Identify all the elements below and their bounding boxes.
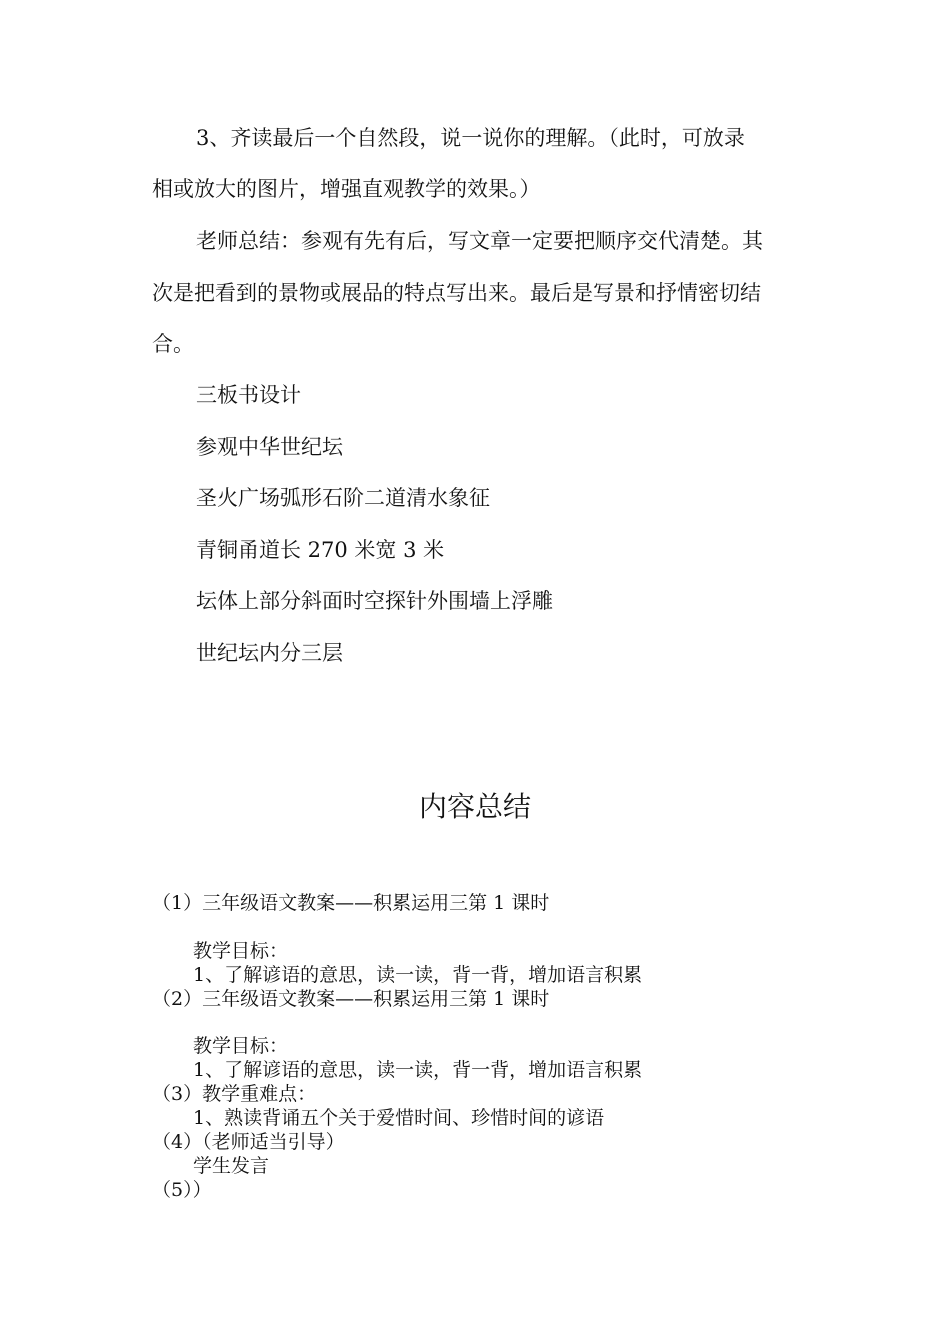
summary-line: 1、了解谚语的意思，读一读，背一背，增加语言积累 [193, 1059, 643, 1081]
teacher-summary-line-2: 次是把看到的景物或展品的特点写出来。最后是写景和抒情密切结 [152, 281, 761, 305]
summary-line: （2）三年级语文教案——积累运用三第 1 课时 [152, 988, 550, 1010]
summary-line: 1、了解谚语的意思，读一读，背一背，增加语言积累 [193, 964, 643, 986]
summary-line: （5）） [152, 1179, 212, 1201]
board-line: 参观中华世纪坛 [196, 435, 343, 459]
teacher-summary-line-3: 合。 [152, 332, 194, 356]
summary-line: 教学目标： [193, 1035, 289, 1057]
teacher-summary-line-1: 老师总结：参观有先有后，写文章一定要把顺序交代清楚。其 [196, 229, 763, 253]
board-line: 世纪坛内分三层 [196, 641, 343, 665]
summary-line: 教学目标： [193, 940, 289, 962]
summary-title: 内容总结 [418, 790, 531, 823]
board-line: 圣火广场弧形石阶二道清水象征 [196, 486, 490, 510]
board-line: 青铜甬道长 270 米宽 3 米 [196, 538, 445, 562]
summary-line: 1、熟读背诵五个关于爱惜时间、珍惜时间的谚语 [193, 1107, 605, 1129]
summary-line: （4）（老师适当引导） [152, 1131, 345, 1153]
paragraph-3-line-2: 相或放大的图片，增强直观教学的效果。） [152, 177, 541, 201]
board-design-heading: 三板书设计 [196, 383, 301, 407]
board-line: 坛体上部分斜面时空探针外围墙上浮雕 [196, 589, 553, 613]
summary-line: （3）教学重难点： [152, 1083, 317, 1105]
summary-line: 学生发言 [193, 1155, 270, 1177]
summary-line: （1）三年级语文教案——积累运用三第 1 课时 [152, 892, 550, 914]
paragraph-3-line-1: 3、齐读最后一个自然段，说一说你的理解。（此时，可放录 [196, 126, 745, 150]
